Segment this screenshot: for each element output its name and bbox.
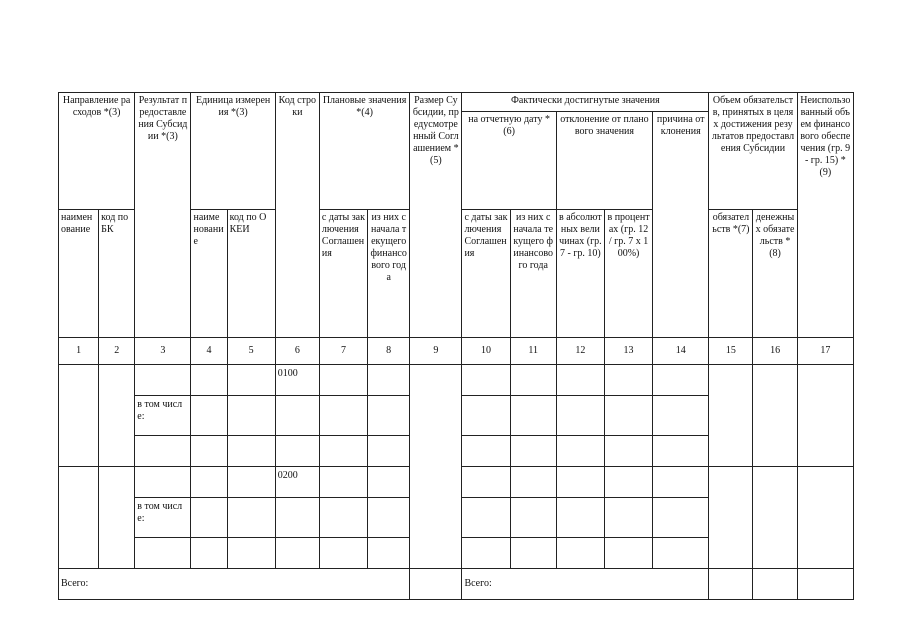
report-form xyxy=(58,92,854,600)
table-cell[interactable] xyxy=(604,498,652,538)
table-cell[interactable] xyxy=(604,436,652,467)
table-cell[interactable] xyxy=(319,365,367,396)
table-cell[interactable] xyxy=(556,365,604,396)
total-label-right: Всего: xyxy=(462,569,709,600)
table-cell[interactable] xyxy=(191,396,227,436)
table-cell[interactable] xyxy=(604,538,652,569)
table-cell[interactable] xyxy=(191,365,227,396)
table-cell[interactable] xyxy=(59,467,99,569)
sub-obligations: обязательств *(7) xyxy=(709,210,753,338)
sub-deviation-absolute: в абсолютных величинах (гр. 7 - гр. 10) xyxy=(556,210,604,338)
table-cell[interactable] xyxy=(319,467,367,498)
col-number: 10 xyxy=(462,338,510,365)
sub-fact-since-year: из них с начала текущего финансового года xyxy=(510,210,556,338)
col-number: 12 xyxy=(556,338,604,365)
table-cell[interactable] xyxy=(556,396,604,436)
sub-name: наименование xyxy=(59,210,99,338)
table-cell[interactable] xyxy=(510,498,556,538)
col-number: 7 xyxy=(319,338,367,365)
table-cell[interactable] xyxy=(510,365,556,396)
table-cell[interactable] xyxy=(227,365,275,396)
col-number: 9 xyxy=(410,338,462,365)
table-cell[interactable] xyxy=(510,538,556,569)
table-cell[interactable] xyxy=(797,467,853,569)
table-cell[interactable] xyxy=(135,538,191,569)
sub-bk-code: код по БК xyxy=(99,210,135,338)
header-subsidy-size: Размер Субсидии, предусмотренный Соглашением *(5) xyxy=(410,93,462,338)
col-number: 5 xyxy=(227,338,275,365)
header-deviation-reason: причина отклонения xyxy=(653,112,709,338)
table-cell[interactable] xyxy=(604,365,652,396)
table-cell[interactable] xyxy=(368,467,410,498)
table-cell[interactable] xyxy=(709,467,753,569)
table-cell[interactable] xyxy=(556,538,604,569)
table-cell[interactable] xyxy=(135,365,191,396)
table-cell[interactable] xyxy=(462,436,510,467)
table-cell[interactable] xyxy=(797,569,853,600)
col-number: 8 xyxy=(368,338,410,365)
table-cell[interactable] xyxy=(227,396,275,436)
header-actual-values: Фактически достигнутые значения xyxy=(462,93,709,112)
col-number: 1 xyxy=(59,338,99,365)
table-cell[interactable] xyxy=(510,436,556,467)
row-code: 0100 xyxy=(275,365,319,396)
table-cell[interactable] xyxy=(604,396,652,436)
col-number: 6 xyxy=(275,338,319,365)
table-cell[interactable] xyxy=(410,365,462,569)
table-cell[interactable] xyxy=(653,498,709,538)
col-number: 3 xyxy=(135,338,191,365)
table-cell[interactable] xyxy=(191,498,227,538)
table-cell[interactable] xyxy=(556,467,604,498)
table-cell[interactable] xyxy=(797,365,853,467)
sub-unit-name: наименование xyxy=(191,210,227,338)
table-cell[interactable] xyxy=(556,436,604,467)
table-cell[interactable] xyxy=(510,467,556,498)
sub-okei-code: код по ОКЕИ xyxy=(227,210,275,338)
header-obligations: Объем обязательств, принятых в целях достижения результатов предоставления Субсидии xyxy=(709,93,797,210)
table-cell[interactable] xyxy=(368,396,410,436)
col-number: 13 xyxy=(604,338,652,365)
table-cell[interactable] xyxy=(275,396,319,436)
header-row-code: Код строки xyxy=(275,93,319,338)
table-cell[interactable] xyxy=(753,569,797,600)
table-cell[interactable] xyxy=(462,538,510,569)
table-cell[interactable] xyxy=(319,498,367,538)
table-cell[interactable] xyxy=(462,396,510,436)
table-cell[interactable] xyxy=(653,467,709,498)
table-cell[interactable] xyxy=(227,538,275,569)
table-cell[interactable] xyxy=(99,467,135,569)
table-cell[interactable] xyxy=(753,467,797,569)
col-number: 4 xyxy=(191,338,227,365)
table-cell[interactable] xyxy=(99,365,135,467)
col-number: 11 xyxy=(510,338,556,365)
table-cell[interactable] xyxy=(227,436,275,467)
table-cell[interactable] xyxy=(227,467,275,498)
table-cell[interactable] xyxy=(191,436,227,467)
table-cell[interactable] xyxy=(275,436,319,467)
row-code: 0200 xyxy=(275,467,319,498)
table-cell[interactable] xyxy=(59,365,99,467)
table-cell[interactable] xyxy=(319,436,367,467)
table-cell[interactable] xyxy=(462,467,510,498)
table-cell[interactable] xyxy=(410,569,462,600)
sub-plan-since-agreement: с даты заключения Соглашения xyxy=(319,210,367,338)
table-cell[interactable] xyxy=(653,365,709,396)
sub-fact-since-agreement: с даты заключения Соглашения xyxy=(462,210,510,338)
table-cell[interactable] xyxy=(368,498,410,538)
report-table xyxy=(58,92,854,600)
table-cell[interactable] xyxy=(368,365,410,396)
header-expense-direction: Направление расходов *(3) xyxy=(59,93,135,210)
table-cell[interactable] xyxy=(319,538,367,569)
including-label: в том числе: xyxy=(135,396,191,436)
table-cell[interactable] xyxy=(653,538,709,569)
table-cell[interactable] xyxy=(709,365,753,467)
table-cell[interactable] xyxy=(510,396,556,436)
header-deviation: отклонение от планового значения xyxy=(556,112,652,210)
including-label: в том числе: xyxy=(135,498,191,538)
table-cell[interactable] xyxy=(709,569,753,600)
table-cell[interactable] xyxy=(462,365,510,396)
table-cell[interactable] xyxy=(275,498,319,538)
table-cell[interactable] xyxy=(753,365,797,467)
header-reporting-date: на отчетную дату *(6) xyxy=(462,112,556,210)
header-result: Результат предоставления Субсидии *(3) xyxy=(135,93,191,338)
table-cell[interactable] xyxy=(319,396,367,436)
table-cell[interactable] xyxy=(191,467,227,498)
col-number: 2 xyxy=(99,338,135,365)
table-cell[interactable] xyxy=(227,498,275,538)
table-cell[interactable] xyxy=(556,498,604,538)
table-cell[interactable] xyxy=(191,538,227,569)
table-cell[interactable] xyxy=(275,538,319,569)
header-planned-values: Плановые значения *(4) xyxy=(319,93,409,210)
table-cell[interactable] xyxy=(368,538,410,569)
col-number: 17 xyxy=(797,338,853,365)
col-number: 16 xyxy=(753,338,797,365)
header-unused: Неиспользованный объем финансового обеспечения (гр. 9 - гр. 15) *(9) xyxy=(797,93,853,338)
col-number: 14 xyxy=(653,338,709,365)
table-cell[interactable] xyxy=(653,436,709,467)
table-cell[interactable] xyxy=(604,467,652,498)
table-cell[interactable] xyxy=(462,498,510,538)
table-cell[interactable] xyxy=(368,436,410,467)
header-unit: Единица измерения *(3) xyxy=(191,93,275,210)
table-cell[interactable] xyxy=(653,396,709,436)
total-label-left: Всего: xyxy=(59,569,410,600)
sub-monetary-obligations: денежных обязательств *(8) xyxy=(753,210,797,338)
sub-deviation-percent: в процентах (гр. 12 / гр. 7 x 100%) xyxy=(604,210,652,338)
table-cell[interactable] xyxy=(135,436,191,467)
table-cell[interactable] xyxy=(135,467,191,498)
sub-plan-since-year: из них с начала текущего финансового года xyxy=(368,210,410,338)
col-number: 15 xyxy=(709,338,753,365)
